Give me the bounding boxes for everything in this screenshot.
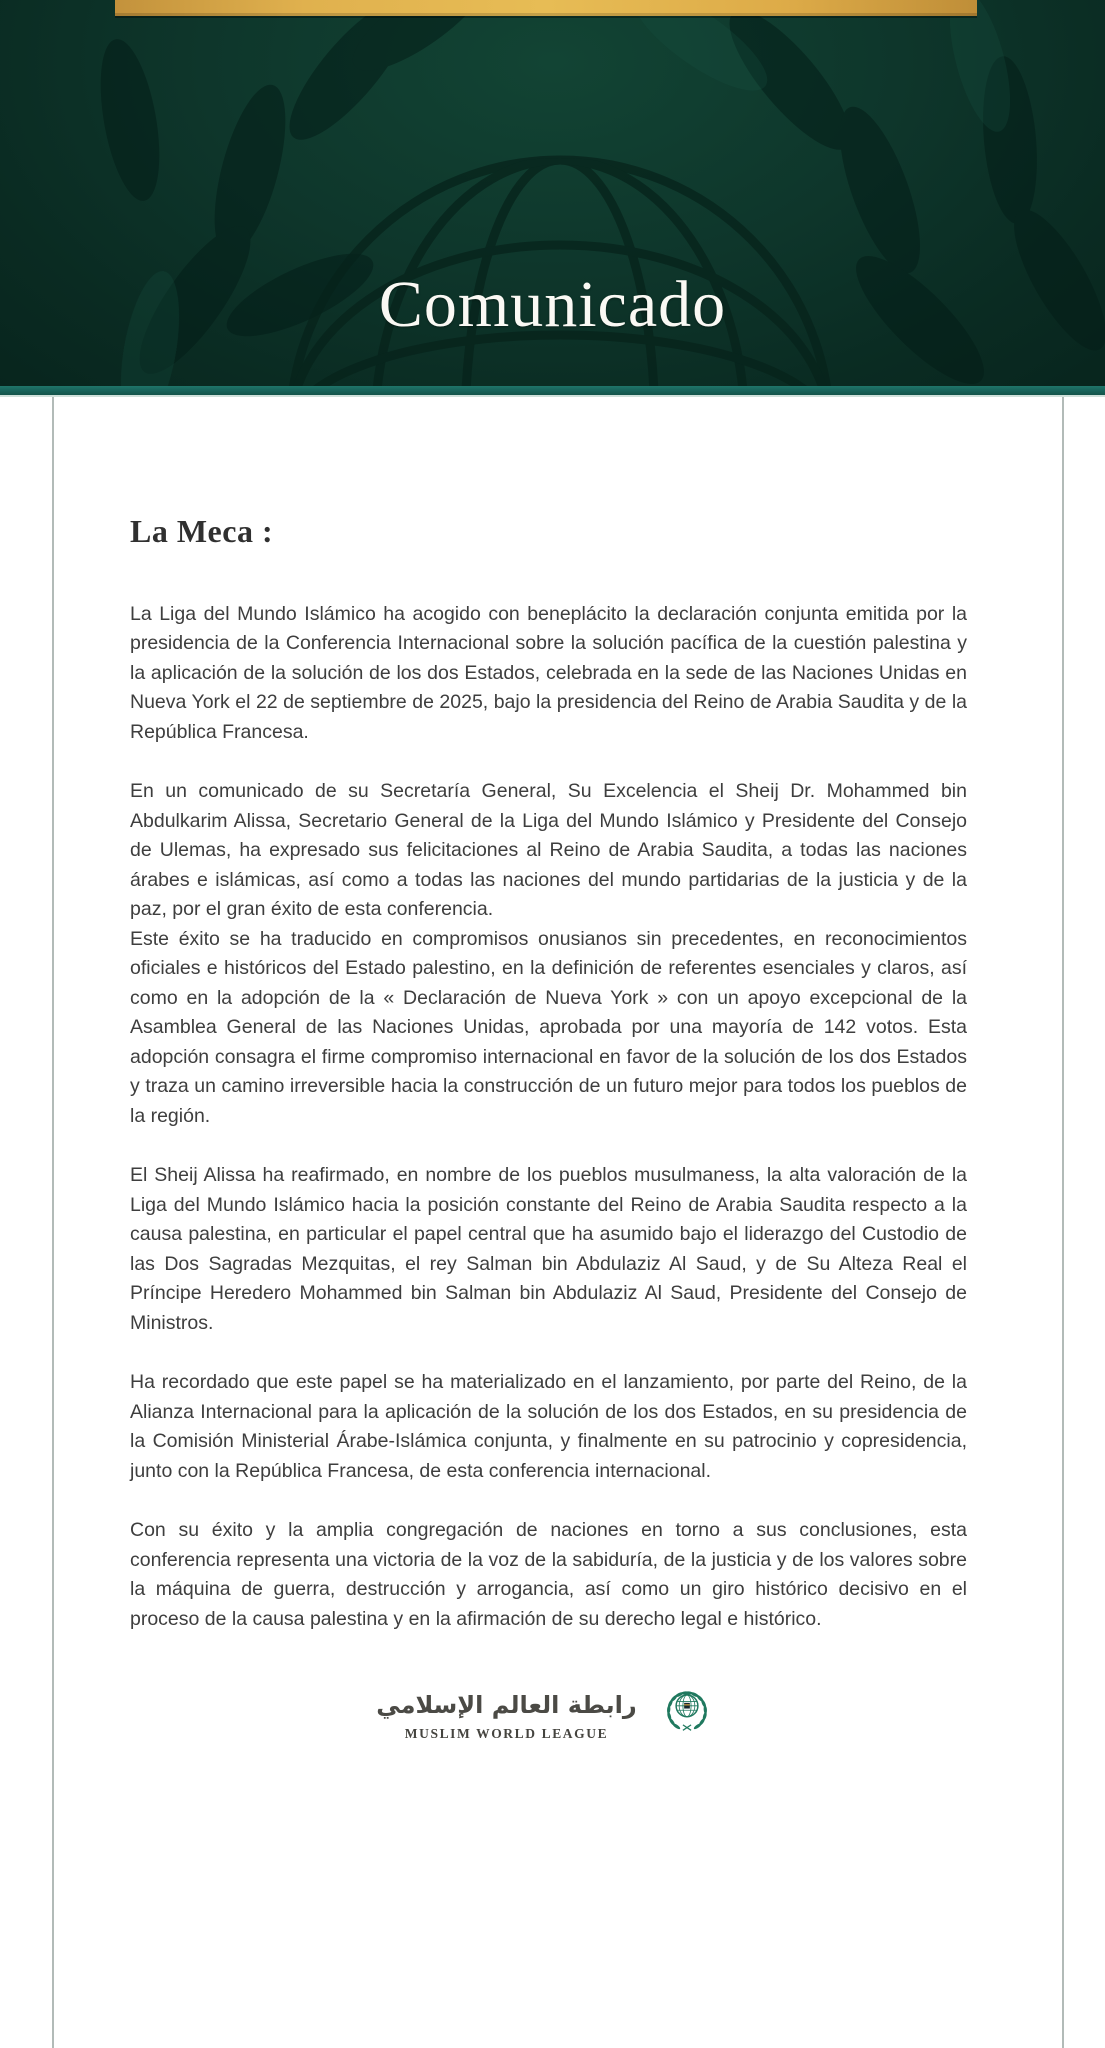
- dateline-heading: La Meca :: [130, 513, 274, 549]
- paragraph-alianza: Ha recordado que este papel se ha materializado en el lanzamiento, por parte del Reino, de la Alianza Internacional para la aplicación de la solución de los dos Estados, en su presidencia de la Comisión Ministerial Árabe-Islámica conjunta, y finalmente en su patrocinio y copresidencia, junto con la República Francesa, de esta conferencia internacional.: [130, 1371, 967, 1482]
- left-border-rule: [52, 397, 54, 2048]
- paragraph-declaration: La Liga del Mundo Islámico ha acogido con beneplácito la declaración conjunta emitida por la presidencia de la Conferencia Internacional sobre la solución pacífica de la cuestión palestina y la aplicación de la solución de los dos Estados, celebrada en la sede de las Naciones Unidas en Nueva York el 22 de septiembre de 2025, bajo la presidencia del Reino de Arabia Saudita y de la República Francesa.: [130, 602, 967, 743]
- page-title: Comunicado: [378, 268, 727, 341]
- mwl-logo-text: [376, 1686, 636, 1742]
- teal-divider: [0, 386, 1105, 397]
- emblem-kaaba: [684, 1703, 690, 1709]
- gold-accent-bar: [115, 0, 977, 16]
- emblem-stems: [683, 1725, 691, 1730]
- header-banner: [0, 0, 1105, 386]
- paragraph-reafirmacion: El Sheij Alissa ha reafirmado, en nombre de los pueblos musulmaness, la alta valoración de la Liga del Mundo Islámico hacia la posición constante del Reino de Arabia Saudita respecto a la causa palestina, en particular el papel central que ha asumido bajo el liderazgo del Custodio de las Dos Sagradas Mezquitas, el rey Salman bin Abdulaziz Al Saud, y de Su Alteza Real el Príncipe Heredero Mohammed bin Salman bin Abdulaziz Al Saud, Presidente del Consejo de Ministros.: [130, 1164, 967, 1334]
- paragraph-exito: Este éxito se ha traducido en compromisos onusianos sin precedentes, en reconocimientos oficiales e históricos del Estado palestino, en la definición de referentes esenciales y claros, así como en la adopción de la « Declaración de Nueva York » con un apoyo excepcional de la Asamblea General de las Naciones Unidas, aprobada por una mayoría de 142 votos. Esta adopción consagra el firme compromiso internacional en favor de la solución de los dos Estados y traza un camino irreversible hacia la construcción de un futuro mejor para todos los pueblos de la región.: [130, 927, 967, 1127]
- content-area: [0, 397, 1105, 2048]
- communique-body: [130, 397, 967, 1748]
- paragraph-victoria: Con su éxito y la amplia congregación de naciones en torno a sus conclusiones, esta conferencia representa una victoria de la voz de la sabiduría, de la justicia y de los valores sobre la máquina de guerra, destrucción y arrogancia, así como un giro histórico decisivo en el proceso de la causa palestina y en la afirmación de su derecho legal e histórico.: [130, 1519, 967, 1630]
- paragraph-felicitations: En un comunicado de su Secretaría General, Su Excelencia el Sheij Dr. Mohammed bin Abdulkarim Alissa, Secretario General de la Liga del Mundo Islámico y Presidente del Consejo de Ulemas, ha expresado sus felicitaciones al Reino de Arabia Saudita, a todas las naciones árabes e islámicas, así como a todas las naciones del mundo partidarias de la justicia y de la paz, por el gran éxito de esta conferencia.: [130, 780, 967, 921]
- logo-wordmark: MUSLIM WORLD LEAGUE: [404, 1726, 609, 1742]
- mwl-logo: [130, 1680, 967, 1748]
- right-border-rule: [1062, 397, 1064, 2048]
- mwl-emblem-icon: [653, 1680, 721, 1748]
- logo-arabic-calligraphy: رابطة العالم الإسلامي: [376, 1691, 637, 1720]
